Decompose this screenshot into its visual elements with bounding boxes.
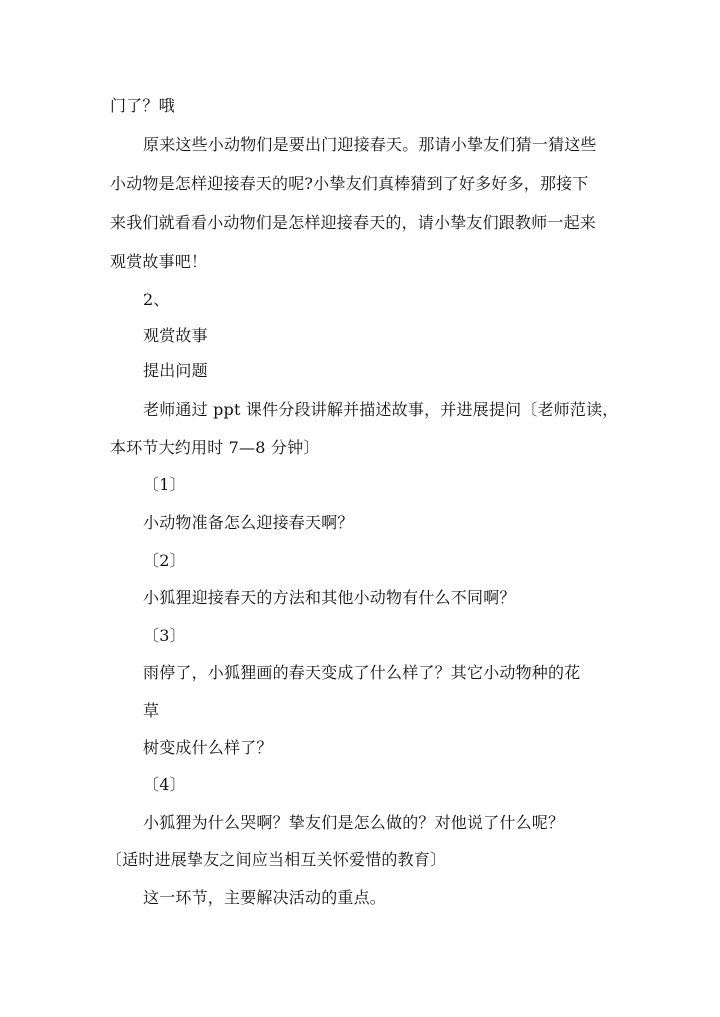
text-line-2: 原来这些小动物们是要出门迎接春天。那请小挚友们猜一猜这些 xyxy=(143,135,597,154)
text-line-3: 小动物是怎样迎接春天的呢?小挚友们真棒猜到了好多好多，那接下 xyxy=(110,174,589,193)
text-line-22: 这一环节，主要解决活动的重点。 xyxy=(143,888,387,907)
text-line-19: 〔4〕 xyxy=(143,775,186,794)
text-line-21: 〔适时进展挚友之间应当相互关怀爱惜的教育〕 xyxy=(106,850,447,869)
text-line-12: 小动物准备怎么迎接春天啊？ xyxy=(143,513,354,532)
text-line-18: 树变成什么样了？ xyxy=(143,738,273,757)
text-line-16: 雨停了，小狐狸画的春天变成了什么样了？其它小动物种的花 xyxy=(143,663,581,682)
text-line-17: 草 xyxy=(143,701,160,720)
text-line-20: 小狐狸为什么哭啊？挚友们是怎么做的？对他说了什么呢？ xyxy=(143,813,565,832)
text-line-1: 门了？哦 xyxy=(110,96,175,115)
text-line-4: 来我们就看看小动物们是怎样迎接春天的，请小挚友们跟教师一起来 xyxy=(110,213,597,232)
text-line-6: 2、 xyxy=(143,290,170,309)
text-line-7: 观赏故事 xyxy=(143,326,208,345)
text-line-13: 〔2〕 xyxy=(143,551,186,570)
text-line-15: 〔3〕 xyxy=(143,626,186,645)
text-line-14: 小狐狸迎接春天的方法和其他小动物有什么不同啊？ xyxy=(143,588,516,607)
text-line-5: 观赏故事吧！ xyxy=(110,252,208,271)
text-line-11: 〔1〕 xyxy=(143,475,186,494)
text-line-9: 老师通过 ppt 课件分段讲解并描述故事，并进展提问〔老师范读， xyxy=(143,400,619,419)
text-line-10: 本环节大约用时 7—8 分钟〕 xyxy=(110,438,320,457)
text-line-8: 提出问题 xyxy=(143,361,208,380)
